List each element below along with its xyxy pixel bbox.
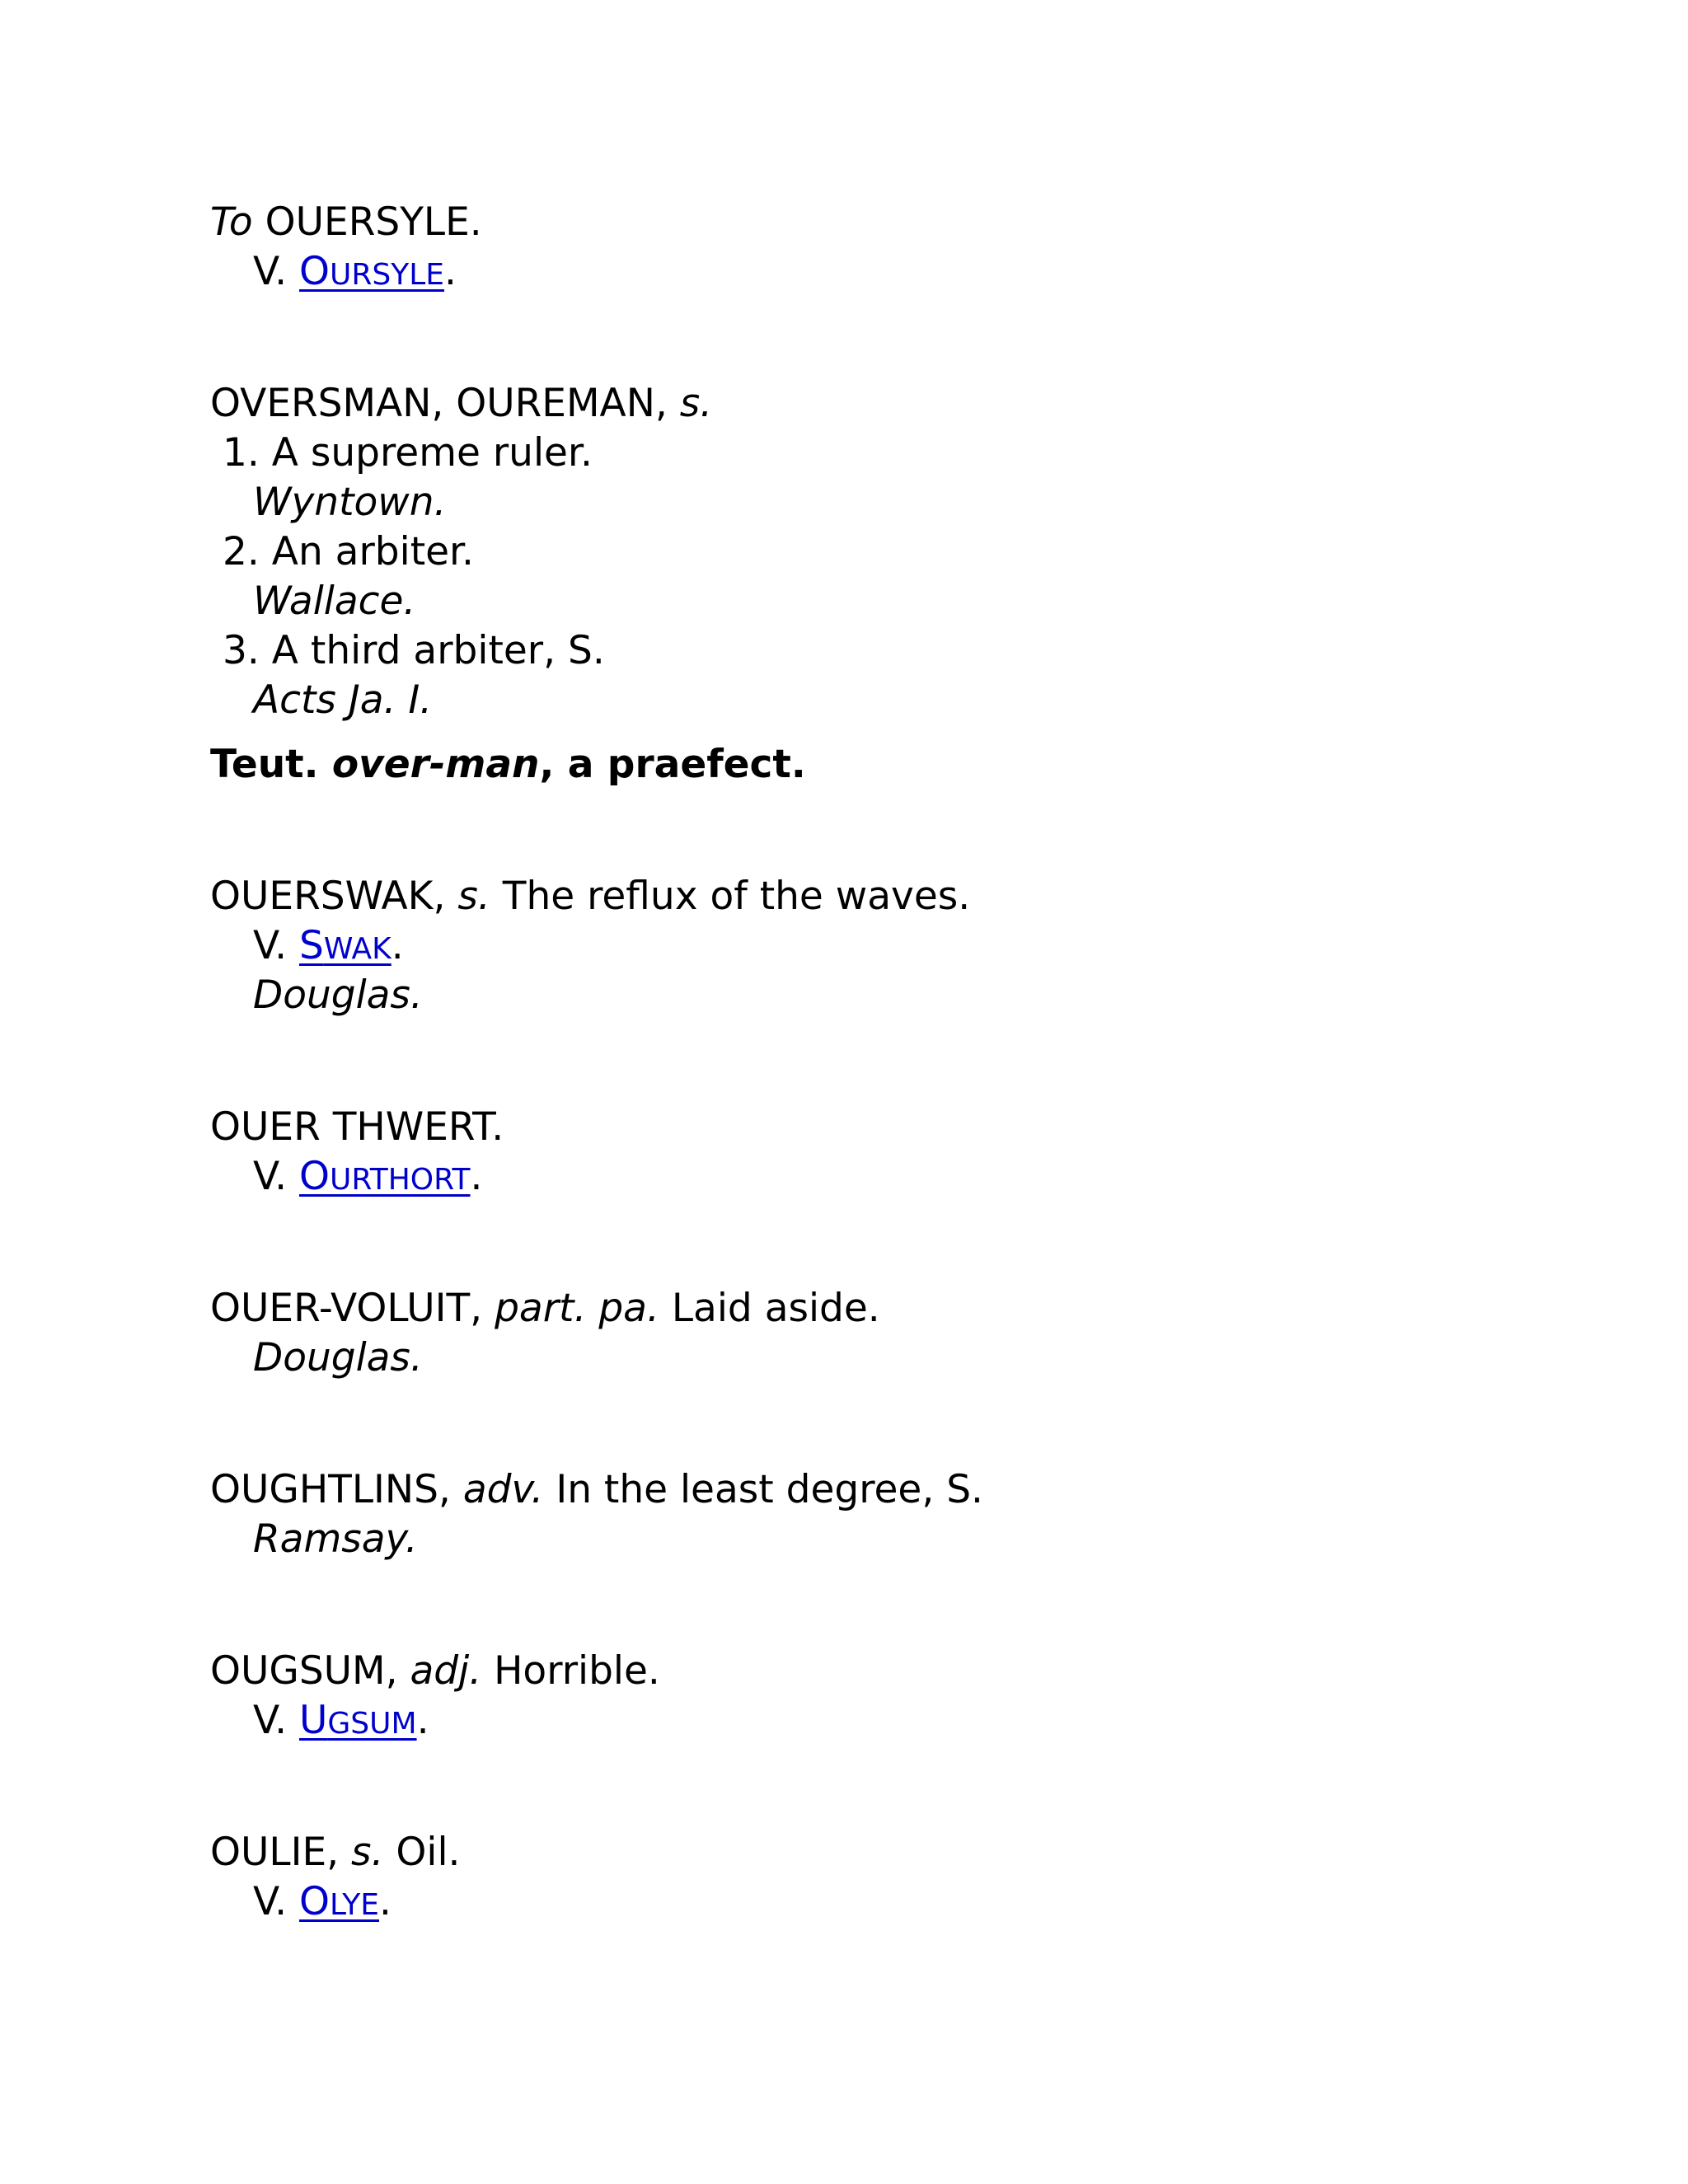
sense-3-source: Acts Ja. I. <box>253 677 433 723</box>
sense-number: 1. <box>223 430 260 476</box>
sense-text: A third arbiter, S. <box>271 628 605 673</box>
part-of-speech: part. pa. <box>495 1286 659 1331</box>
sense-2 <box>223 527 474 577</box>
entry-headword: OULIE, <box>210 1830 340 1875</box>
entry-headword: OUGHTLINS, <box>210 1467 451 1512</box>
entry-ouer-voluit-headline <box>210 1284 880 1333</box>
sense-1-source: Wyntown. <box>253 480 447 525</box>
etymology-gloss: , a praefect. <box>539 742 806 787</box>
entry-oulie-crossref: V. OLYE. <box>253 1879 392 1924</box>
see-label: V. <box>253 1154 288 1199</box>
sense-text: An arbiter. <box>271 529 474 574</box>
entry-headword: OUGSUM, <box>210 1648 398 1694</box>
etymology-word: over-man <box>331 742 540 787</box>
crossref-link-swak[interactable]: SWAK <box>299 923 392 968</box>
sense-text: A supreme ruler. <box>271 430 593 476</box>
entry-ouer-thwert-crossref: V. OURTHORT. <box>253 1154 483 1199</box>
entry-headword: OUERSWAK, <box>210 874 446 919</box>
definition: The reflux of the waves. <box>502 874 971 919</box>
entry-ouerswak-crossref: V. SWAK. <box>253 923 404 968</box>
sense-2-source: Wallace. <box>253 579 416 624</box>
part-of-speech: adv. <box>462 1467 544 1512</box>
see-label: V. <box>253 1879 288 1924</box>
entry-ougsum-crossref: V. UGSUM. <box>253 1698 429 1743</box>
part-of-speech: s. <box>351 1830 384 1875</box>
entry-oversyle-crossref: V. OURSYLE. <box>253 249 457 294</box>
etymology-language: Teut. <box>210 742 319 787</box>
crossref-link-olye[interactable]: OLYE <box>299 1879 380 1924</box>
entry-prefix: To <box>210 199 253 245</box>
entry-ougsum-headline <box>210 1647 660 1696</box>
entry-headword: OVERSMAN, OUREMAN, <box>210 381 668 426</box>
definition: Oil. <box>396 1830 461 1875</box>
entry-oughtlins-source: Ramsay. <box>253 1516 418 1562</box>
crossref-link-ourthort[interactable]: OURTHORT <box>299 1154 471 1199</box>
part-of-speech: s. <box>457 874 490 919</box>
part-of-speech: adj. <box>410 1648 482 1694</box>
definition: Horrible. <box>494 1648 660 1694</box>
sense-number: 3. <box>223 628 260 673</box>
entry-headword: OUER-VOLUIT, <box>210 1286 483 1331</box>
entry-oversman-headline <box>210 379 712 429</box>
see-label: V. <box>253 1698 288 1743</box>
entry-ouerswak-headline <box>210 872 970 921</box>
sense-1 <box>223 429 593 478</box>
entry-ouerswak-source: Douglas. <box>253 972 423 1018</box>
entry-oulie-headline <box>210 1828 460 1877</box>
crossref-link-ugsum[interactable]: UGSUM <box>299 1698 417 1743</box>
entry-ouer-voluit-source: Douglas. <box>253 1335 423 1380</box>
see-label: V. <box>253 249 288 294</box>
etymology <box>210 740 806 790</box>
definition: In the least degree, S. <box>556 1467 983 1512</box>
see-label: V. <box>253 923 288 968</box>
part-of-speech: s. <box>679 381 713 426</box>
entry-headword: OUERSYLE. <box>252 199 482 245</box>
sense-3 <box>223 626 605 676</box>
entry-oversyle-headline <box>210 198 482 247</box>
entry-oughtlins-headline <box>210 1465 983 1515</box>
sense-number: 2. <box>223 529 260 574</box>
crossref-link-oursyle[interactable]: OURSYLE <box>299 249 445 294</box>
definition: Laid aside. <box>671 1286 880 1331</box>
entry-ouer-thwert-headline: OUER THWERT. <box>210 1104 504 1150</box>
